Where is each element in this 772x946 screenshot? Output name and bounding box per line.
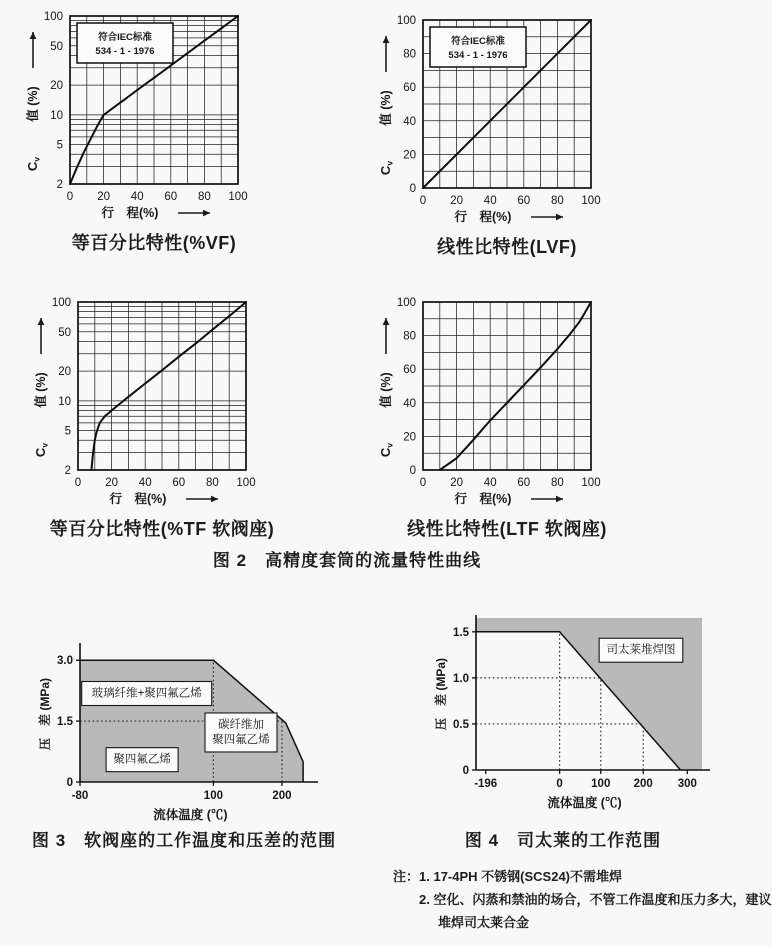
- svg-text:1.0: 1.0: [453, 672, 469, 685]
- svg-text:0: 0: [419, 195, 427, 207]
- svg-text:行 程(%): 行 程(%): [109, 492, 167, 506]
- cv-label: [378, 443, 395, 457]
- svg-text:60: 60: [403, 364, 416, 377]
- linear-lvf-chart: [371, 8, 623, 230]
- svg-text:50: 50: [50, 40, 63, 53]
- svg-text:534 - 1 - 1976: 534 - 1 - 1976: [448, 50, 508, 61]
- cv-label: [25, 157, 42, 171]
- svg-text:20: 20: [403, 431, 416, 444]
- svg-text:10: 10: [58, 395, 71, 408]
- svg-text:20: 20: [450, 195, 463, 207]
- svg-text:-80: -80: [71, 790, 89, 802]
- svg-text:行 程(%): 行 程(%): [454, 210, 512, 224]
- svg-text:符合IEC标准: 符合IEC标准: [451, 36, 505, 47]
- svg-text:20: 20: [50, 80, 63, 93]
- svg-text:司太莱堆焊图: 司太莱堆焊图: [606, 644, 676, 657]
- figure-pct-tf: [26, 290, 278, 541]
- svg-text:2: 2: [56, 179, 63, 191]
- svg-text:0: 0: [556, 778, 563, 790]
- figure-pct-vf: [18, 4, 270, 255]
- svg-text:100: 100: [236, 477, 256, 489]
- svg-text:60: 60: [403, 82, 416, 95]
- soft-seat-range-chart: [30, 636, 328, 828]
- characteristic-curve: [91, 302, 246, 470]
- svg-text:0: 0: [74, 477, 82, 489]
- svg-text:值 (%): 值 (%): [379, 372, 393, 408]
- svg-text:100: 100: [43, 11, 63, 23]
- svg-text:聚四氟乙烯: 聚四氟乙烯: [212, 733, 270, 746]
- svg-text:0: 0: [462, 765, 469, 777]
- cv-label: [33, 443, 50, 457]
- svg-text:60: 60: [517, 195, 531, 207]
- iec-standard-box: [430, 27, 526, 67]
- svg-text:100: 100: [203, 790, 223, 802]
- svg-text:0: 0: [66, 191, 74, 203]
- svg-text:值 (%): 值 (%): [26, 86, 40, 122]
- svg-text:流体温度 (℃): 流体温度 (℃): [153, 808, 228, 822]
- svg-text:0.5: 0.5: [453, 718, 469, 731]
- svg-text:80: 80: [198, 191, 211, 203]
- svg-text:20: 20: [58, 366, 71, 379]
- svg-text:Cv: Cv: [33, 442, 50, 458]
- figure-soft-seat: [30, 636, 328, 828]
- grid: [78, 302, 246, 470]
- svg-text:流体温度 (℃): 流体温度 (℃): [547, 796, 622, 810]
- figure3-caption: 图 3 软阀座的工作温度和压差的范围: [32, 831, 337, 850]
- notes-items: [419, 866, 772, 934]
- cv-label: [378, 161, 395, 175]
- svg-text:值 (%): 值 (%): [379, 90, 393, 126]
- svg-text:100: 100: [228, 191, 248, 203]
- svg-text:-196: -196: [474, 778, 498, 790]
- note-item: 2. 空化、闪蒸和禁油的场合，不管工作温度和压力多大，建议堆焊司太莱合金: [419, 891, 772, 930]
- svg-text:0: 0: [66, 777, 73, 789]
- svg-text:50: 50: [58, 326, 71, 339]
- svg-text:1.5: 1.5: [453, 626, 469, 639]
- figure-ltf: [371, 290, 623, 541]
- svg-text:2: 2: [64, 465, 71, 477]
- chart-title: 线性比特性(LVF): [437, 237, 577, 257]
- svg-text:80: 80: [403, 48, 416, 61]
- svg-text:534 - 1 - 1976: 534 - 1 - 1976: [95, 46, 155, 57]
- svg-text:40: 40: [403, 115, 416, 128]
- svg-text:压 差 (MPa): 压 差 (MPa): [38, 677, 52, 751]
- svg-text:40: 40: [403, 397, 416, 410]
- note-item: 1. 17-4PH 不锈钢(SCS24)不需堆焊: [419, 869, 623, 884]
- chart-title: 等百分比特性(%TF 软阀座): [49, 519, 275, 539]
- figure4-caption: 图 4 司太莱的工作范围: [464, 831, 662, 850]
- svg-text:10: 10: [50, 109, 63, 122]
- svg-text:100: 100: [581, 477, 601, 489]
- svg-text:80: 80: [206, 477, 219, 489]
- notes-block: [393, 866, 772, 934]
- y-axis-label: [378, 372, 393, 408]
- iec-standard-box: [77, 23, 173, 63]
- svg-text:40: 40: [130, 191, 144, 203]
- svg-text:行 程(%): 行 程(%): [101, 206, 159, 220]
- svg-text:5: 5: [56, 139, 63, 152]
- equal-percentage-tf-chart: [26, 290, 278, 512]
- figure-stellite: [426, 608, 720, 816]
- svg-text:符合IEC标准: 符合IEC标准: [98, 32, 152, 43]
- svg-text:碳纤维加: 碳纤维加: [218, 718, 264, 731]
- svg-text:聚四氟乙烯: 聚四氟乙烯: [113, 753, 171, 766]
- svg-text:行 程(%): 行 程(%): [454, 492, 512, 506]
- y-axis-label: [37, 678, 52, 750]
- svg-text:20: 20: [450, 477, 463, 489]
- svg-text:0: 0: [409, 465, 416, 477]
- notes-label: 注：: [393, 869, 420, 884]
- y-axis-label: [378, 90, 393, 126]
- svg-text:0: 0: [419, 477, 427, 489]
- svg-text:3.0: 3.0: [57, 655, 73, 668]
- chart-title: 线性比特性(LTF 软阀座): [407, 519, 607, 539]
- svg-text:0: 0: [409, 183, 416, 195]
- stellite-range-chart: [426, 608, 720, 816]
- linear-ltf-chart: [371, 290, 623, 512]
- svg-text:300: 300: [677, 778, 697, 790]
- figure-lvf: [371, 8, 623, 259]
- svg-text:40: 40: [138, 477, 152, 489]
- y-axis-label: [33, 372, 48, 408]
- svg-text:60: 60: [517, 477, 531, 489]
- svg-text:80: 80: [403, 330, 416, 343]
- grid: [423, 302, 591, 470]
- svg-text:100: 100: [396, 297, 416, 309]
- svg-text:5: 5: [64, 425, 71, 438]
- equal-percentage-vf-chart: [18, 4, 270, 226]
- svg-text:Cv: Cv: [378, 160, 395, 176]
- svg-text:20: 20: [97, 191, 110, 203]
- svg-text:值 (%): 值 (%): [34, 372, 48, 408]
- svg-text:100: 100: [591, 778, 611, 790]
- svg-text:Cv: Cv: [25, 156, 42, 172]
- svg-text:100: 100: [396, 15, 416, 27]
- chart-title: 等百分比特性(%VF): [71, 233, 237, 253]
- svg-text:40: 40: [483, 477, 497, 489]
- y-axis-label: [25, 86, 40, 122]
- svg-text:100: 100: [581, 195, 601, 207]
- y-axis-label: [433, 658, 448, 730]
- svg-text:60: 60: [164, 191, 178, 203]
- svg-text:玻璃纤维+聚四氟乙烯: 玻璃纤维+聚四氟乙烯: [91, 687, 202, 700]
- svg-text:80: 80: [551, 195, 564, 207]
- svg-text:40: 40: [483, 195, 497, 207]
- svg-text:1.5: 1.5: [57, 716, 73, 729]
- svg-text:60: 60: [172, 477, 186, 489]
- svg-text:压 差 (MPa): 压 差 (MPa): [434, 657, 448, 731]
- svg-text:80: 80: [551, 477, 564, 489]
- svg-text:200: 200: [633, 778, 653, 790]
- svg-text:100: 100: [51, 297, 71, 309]
- svg-text:Cv: Cv: [378, 442, 395, 458]
- svg-text:20: 20: [403, 149, 416, 162]
- svg-text:200: 200: [272, 790, 292, 802]
- figure2-caption: 图 2 高精度套筒的流量特性曲线: [212, 551, 482, 570]
- svg-text:20: 20: [105, 477, 118, 489]
